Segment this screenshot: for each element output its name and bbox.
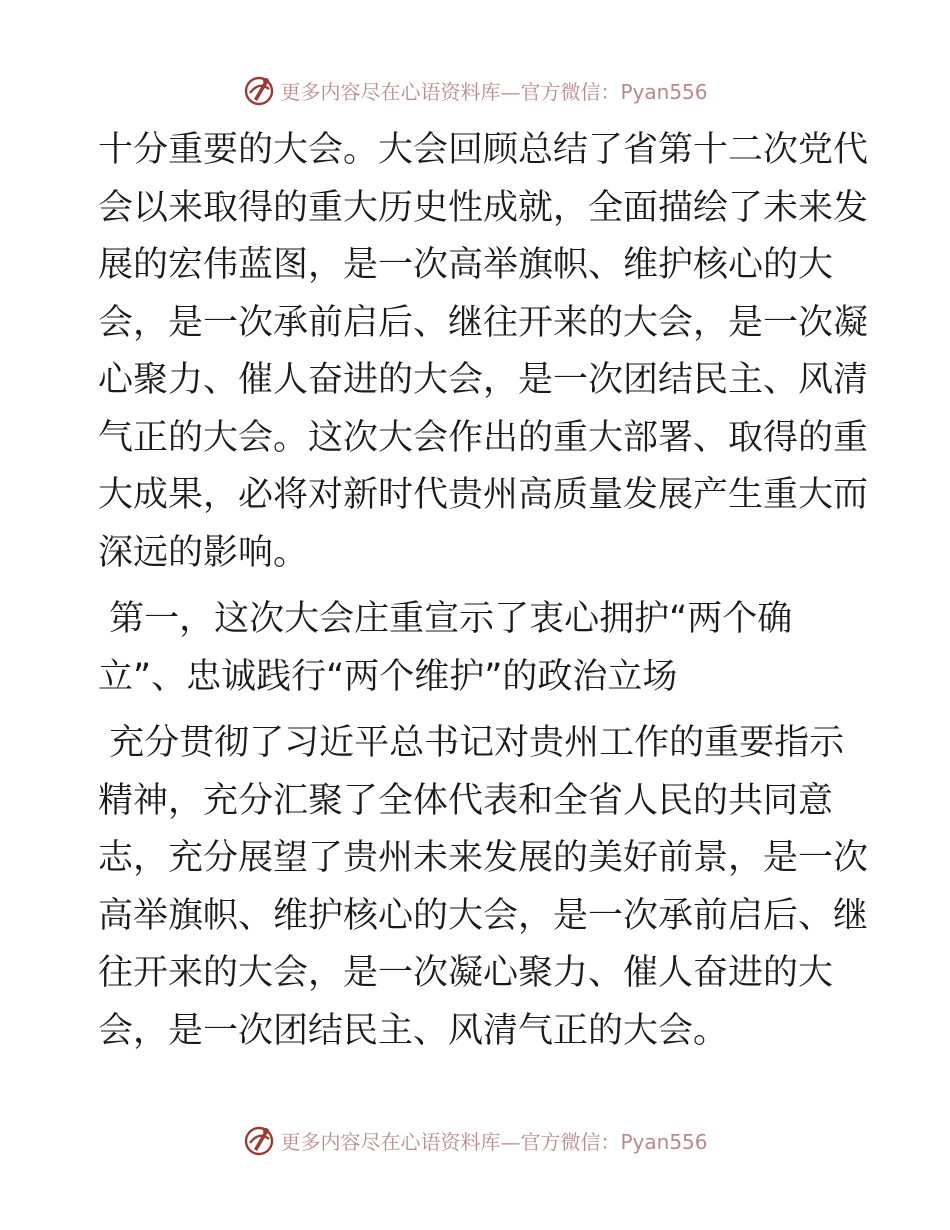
text-line: 会，是一次团结民主、风清气正的大会。 [98,1010,729,1051]
text-line: 气正的大会。这次大会作出的重大部署、取得的重 [98,417,869,458]
text-line: 志，充分展望了贵州未来发展的美好前景，是一次 [98,838,869,878]
text-line: 会以来取得的重大历史性成就，全面描绘了未来发 [98,187,869,228]
text-line: 往开来的大会，是一次凝心聚力、催人奋进的大 [98,953,834,993]
document-body [98,122,869,1060]
banner-text: 更多内容尽在心语资料库—官方微信： [280,79,621,104]
text-line: 展的宏伟蓝图，是一次高举旗帜、维护核心的大 [98,245,834,285]
text-line: 大成果，必将对新时代贵州高质量发展产生重大而 [98,475,869,515]
paragraph-2 [98,715,869,1060]
banner-text: 更多内容尽在心语资料库—官方微信： [280,1129,621,1154]
header-watermark-banner [0,70,950,110]
text-line: 高举旗帜、维护核心的大会，是一次承前启后、继 [98,895,869,936]
wechat-id: Pyan556 [620,79,708,104]
text-line: 立”、忠诚践行“两个维护”的政治立场 [98,656,678,697]
text-line: 精神，充分汇聚了全体代表和全省人民的共同意 [98,780,834,821]
brand-logo-icon [242,73,276,107]
text-line: 十分重要的大会。大会回顾总结了省第十二次党代 [98,130,869,170]
section-heading [98,591,858,706]
wechat-id: Pyan556 [620,1129,708,1154]
text-line: 充分贯彻了习近平总书记对贵州工作的重要指示 [98,723,845,763]
paragraph-1 [98,122,869,582]
text-line: 心聚力、催人奋进的大会，是一次团结民主、风清 [98,360,869,400]
text-line: 会，是一次承前启后、继往开来的大会，是一次凝 [98,302,869,343]
text-line: 深远的影响。 [98,532,309,573]
footer-watermark-banner [0,1120,950,1160]
brand-logo-icon [242,1123,276,1157]
text-line: 第一，这次大会庄重宣示了衷心拥护“两个确 [98,599,793,639]
